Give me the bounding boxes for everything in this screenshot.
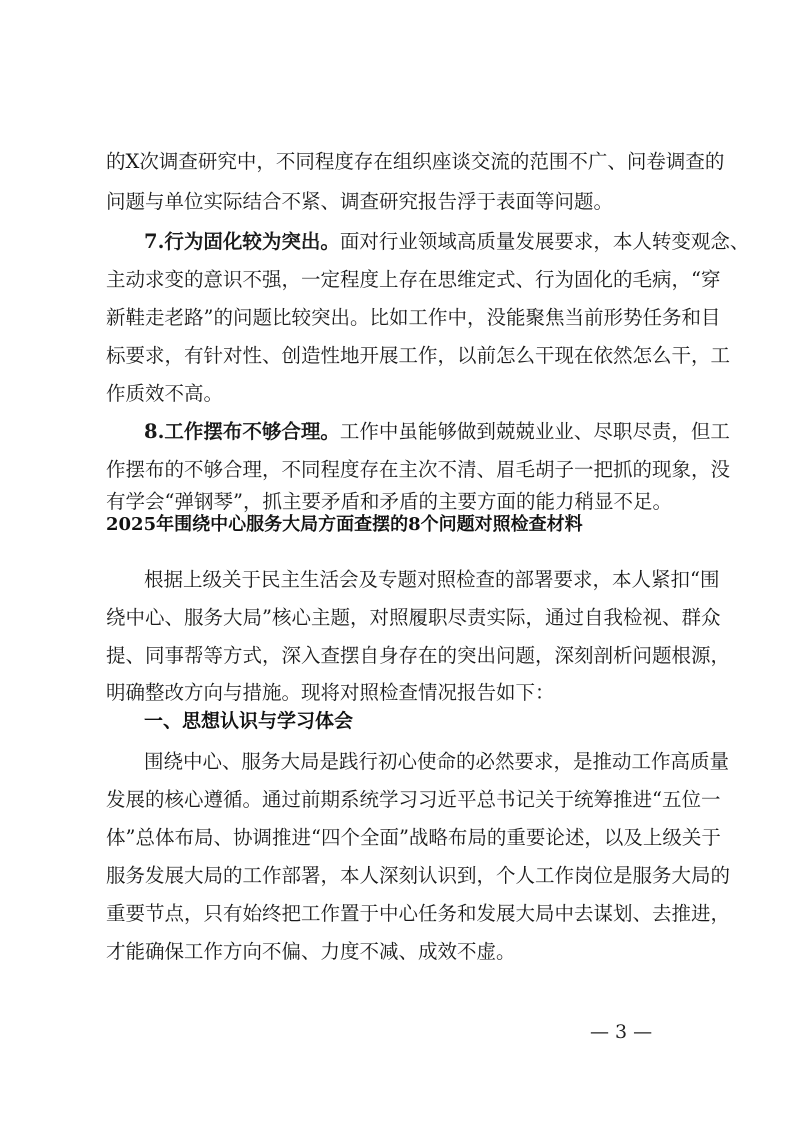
text-line: 主动求变的意识不强，一定程度上存在思维定式、行为固化的毛病，“穿 xyxy=(106,268,721,291)
item-7-first-line xyxy=(144,228,750,256)
text-line: 的X次调查研究中，不同程度存在组织座谈交流的范围不广、问卷调查的 xyxy=(106,150,725,173)
page-number: — 3 — xyxy=(590,1021,653,1043)
text-line: 体”总体布局、协调推进“四个全面”战略布局的重要论述，以及上级关于 xyxy=(106,826,721,849)
section-heading: 一、思想认识与学习体会 xyxy=(144,710,354,732)
text-line: 发展的核心遵循。通过前期系统学习习近平总书记关于统筹推进“五位一 xyxy=(106,788,721,811)
item-8-first-rest: 工作中虽能够做到兢兢业业、尽职尽责，但工 xyxy=(339,420,730,443)
document-title: 2025年围绕中心服务大局方面查摆的8个问题对照检查材料 xyxy=(106,514,583,535)
item-8-lead: 8.工作摆布不够合理。 xyxy=(144,420,340,443)
text-line: 服务发展大局的工作部署，本人深刻认识到，个人工作岗位是服务大局的 xyxy=(106,864,731,887)
text-line: 围绕中心、服务大局是践行初心使命的必然要求，是推动工作高质量 xyxy=(144,750,730,773)
text-line: 标要求，有针对性、创造性地开展工作，以前怎么干现在依然怎么干，工 xyxy=(106,344,731,367)
text-line: 明确整改方向与措施。现将对照检查情况报告如下： xyxy=(106,681,555,704)
text-line: 根据上级关于民主生活会及专题对照检查的部署要求，本人紧扣“围 xyxy=(144,568,720,591)
text-line: 作摆布的不够合理，不同程度存在主次不清、眉毛胡子一把抓的现象，没 xyxy=(106,458,731,481)
item-7-lead: 7.行为固化较为突出。 xyxy=(144,230,340,253)
text-line: 绕中心、服务大局”核心主题，对照履职尽责实际，通过自我检视、群众 xyxy=(106,606,721,629)
item-8-first-line xyxy=(144,418,730,446)
text-line: 作质效不高。 xyxy=(106,382,224,405)
item-7-first-rest: 面对行业领域高质量发展要求，本人转变观念、 xyxy=(339,230,750,253)
text-line: 重要节点，只有始终把工作置于中心任务和发展大局中去谋划、去推进， xyxy=(106,902,731,925)
text-line: 提、同事帮等方式，深入查摆自身存在的突出问题，深刻剖析问题根源， xyxy=(106,644,731,667)
text-line: 新鞋走老路”的问题比较突出。比如工作中，没能聚焦当前形势任务和目 xyxy=(106,306,721,329)
text-line: 问题与单位实际结合不紧、调查研究报告浮于表面等问题。 xyxy=(106,190,614,213)
text-line: 有学会“弹钢琴”，抓主要矛盾和矛盾的主要方面的能力稍显不足。 xyxy=(106,490,672,513)
text-line: 才能确保工作方向不偏、力度不减、成效不虚。 xyxy=(106,940,516,963)
